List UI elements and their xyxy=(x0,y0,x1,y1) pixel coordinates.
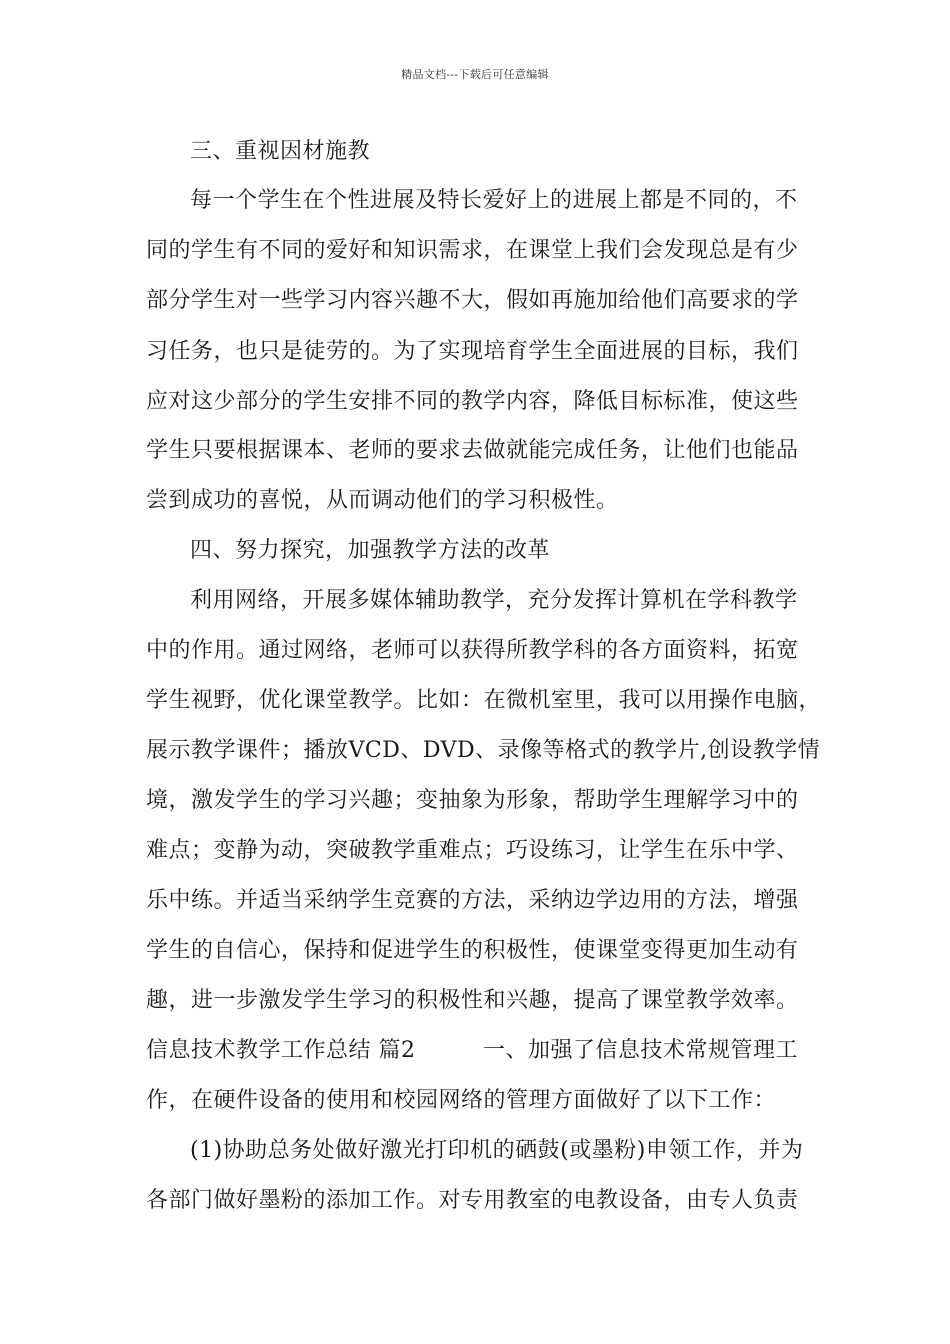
paragraph-line: 学生的自信心，保持和促进学生的积极性，使课堂变得更加生动有 xyxy=(146,938,799,963)
paragraph-line: 难点；变静为动，突破教学重难点；巧设练习，让学生在乐中学、 xyxy=(146,838,799,863)
document-title-line: 信息技术教学工作总结 篇2 一、加强了信息技术常规管理工 xyxy=(146,1038,798,1063)
section-heading: 三、重视因材施教 xyxy=(190,139,371,164)
paragraph-line: 各部门做好墨粉的添加工作。对专用教室的电教设备，由专人负责 xyxy=(146,1188,799,1213)
paragraph-line: 境，激发学生的学习兴趣；变抽象为形象，帮助学生理解学习中的 xyxy=(146,788,799,813)
paragraph-line: 尝到成功的喜悦，从而调动他们的学习积极性。 xyxy=(146,488,619,513)
paragraph-line: 应对这少部分的学生安排不同的教学内容，降低目标标准，使这些 xyxy=(146,389,799,414)
paragraph-line: 乐中练。并适当采纳学生竞赛的方法，采纳边学边用的方法，增强 xyxy=(146,888,799,913)
paragraph-line: 学生视野，优化课堂教学。比如：在微机室里，我可以用操作电脑， xyxy=(146,688,822,713)
paragraph-line: 学生只要根据课本、老师的要求去做就能完成任务，让他们也能品 xyxy=(146,438,799,463)
page-header: 精品文档---下载后可任意编辑 xyxy=(401,68,549,81)
paragraph-line: 部分学生对一些学习内容兴趣不大，假如再施加给他们高要求的学 xyxy=(146,288,799,313)
section-heading: 四、努力探究，加强教学方法的改革 xyxy=(190,538,551,563)
paragraph-line: 趣，进一步激发学生学习的积极性和兴趣，提高了课堂教学效率。 xyxy=(146,988,799,1013)
paragraph-line: 每一个学生在个性进展及特长爱好上的进展上都是不同的，不 xyxy=(190,188,798,213)
paragraph-line: 展示教学课件；播放VCD、DVD、录像等格式的教学片,创设教学情 xyxy=(146,738,821,763)
paragraph-line: 同的学生有不同的爱好和知识需求，在课堂上我们会发现总是有少 xyxy=(146,238,799,263)
paragraph-line: 习任务，也只是徒劳的。为了实现培育学生全面进展的目标，我们 xyxy=(146,339,799,364)
paragraph-line: 利用网络，开展多媒体辅助教学，充分发挥计算机在学科教学 xyxy=(190,588,798,613)
paragraph-line: (1)协助总务处做好激光打印机的硒鼓(或墨粉)申领工作，并为 xyxy=(190,1138,804,1163)
paragraph-line: 作，在硬件设备的使用和校园网络的管理方面做好了以下工作： xyxy=(146,1088,777,1113)
paragraph-line: 中的作用。通过网络，老师可以获得所教学科的各方面资料，拓宽 xyxy=(146,638,799,663)
